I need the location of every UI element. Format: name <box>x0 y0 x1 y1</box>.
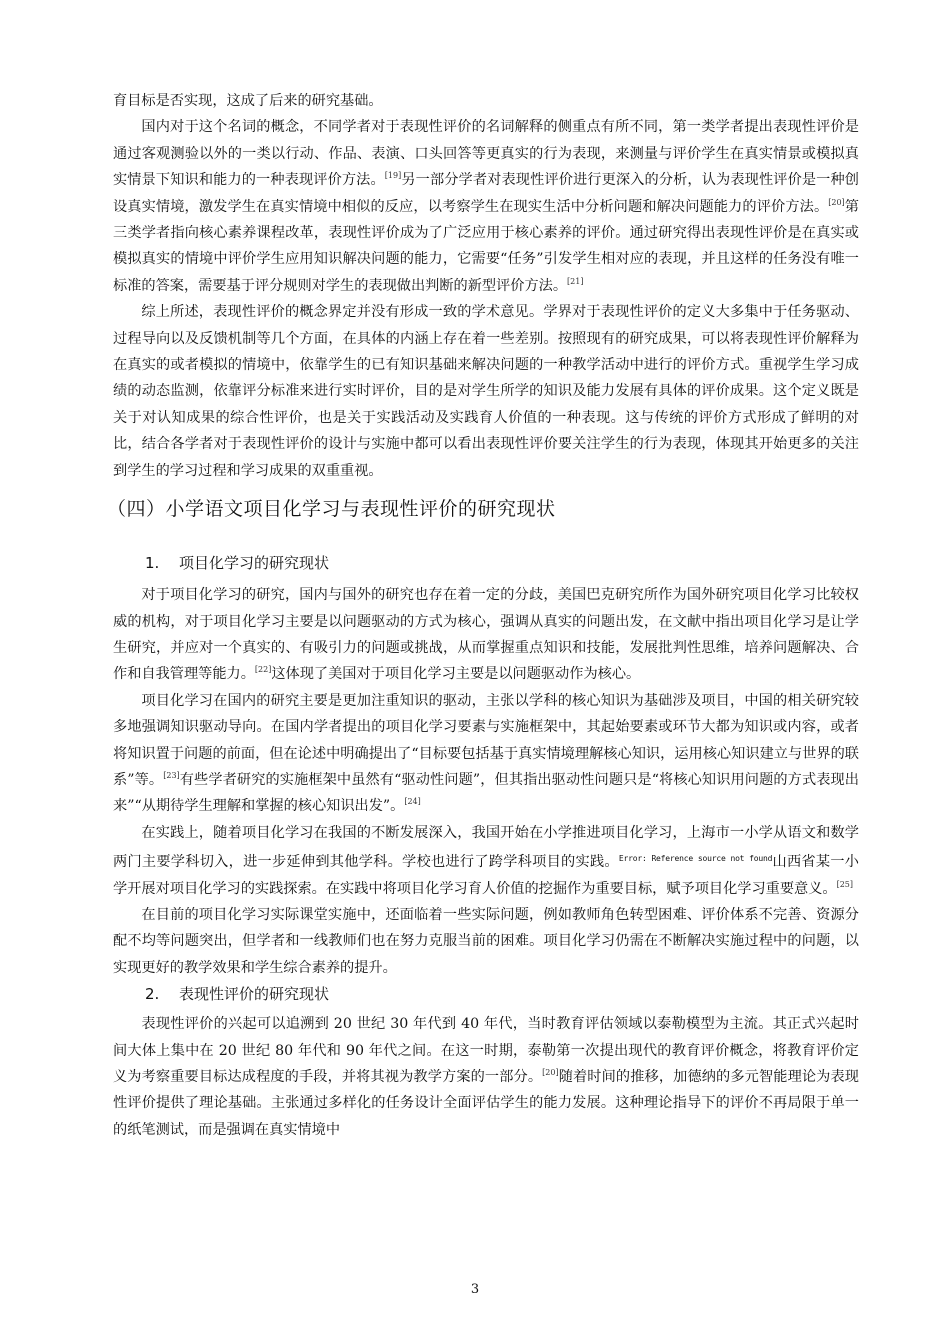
page-number: 3 <box>470 1282 480 1297</box>
subsection-number: 1. <box>145 554 160 573</box>
paragraph-text: 国内对于这个名词的概念，不同学者对于表现性评价的名词解释的侧重点有所不同，第一类学者提出表现性评价是通过客观测验以外的一类以行动、作品、表演、口头回答等更真实的行为表现，来测量与评价学生在真实情景或模拟真实情景下知识和能力的一种表现评价方法。 <box>113 119 859 189</box>
paragraph <box>113 1011 859 1143</box>
subsection-heading <box>145 981 859 1007</box>
paragraph <box>113 114 859 299</box>
paragraph <box>113 299 859 484</box>
paragraph-text: 山西省某一小学开展对项目化学习的实践探索。在实践中将项目化学习育人价值的挖掘作为重要目标，赋予项目化学习重要意义。 <box>113 854 859 897</box>
citation-ref[interactable]: [20] <box>542 1068 559 1077</box>
citation-ref[interactable]: [22] <box>254 665 272 675</box>
paragraph-text: 对于项目化学习的研究，国内与国外的研究也存在着一定的分歧，美国巴克研究所作为国外研究项目化学习比较权威的机构，对于项目化学习主要是以问题驱动的方式为核心，强调从真实的问题出发，在文献中指出项目化学习是让学生研究，并应对一个真实的、有吸引力的问题或挑战，从而掌握重点知识和技能，发展批判性思维，培养问题解决、合作和自我管理等能力。 <box>113 587 859 683</box>
section-heading: （四）小学语文项目化学习与表现性评价的研究现状 <box>107 498 556 521</box>
paragraph-text: 在实践上，随着项目化学习在我国的不断发展深入，我国开始在小学推进项目化学习，上海市一小学从语文和数学两门主要学科切入，进一步延伸到其他学科。学校也进行了跨学科项目的实践。 <box>113 824 859 871</box>
citation-ref[interactable]: [25] <box>836 879 853 889</box>
citation-ref[interactable]: [19] <box>384 171 402 181</box>
document-body <box>107 88 859 1143</box>
citation-ref[interactable]: [23] <box>163 770 180 780</box>
paragraph-text: 表现性评价的兴起可以追溯到 20 世纪 30 年代到 40 年代，当时教育评估领域以泰勒模型为主流。其正式兴起时间大体上集中在 20 世纪 80 年代和 90 年代之间。在这一时期，泰勒第一次提出现代的教育评价概念，将教育评价定义为考察重要目标达成程度的手段，并将其视为教学方案的一部分。 <box>113 1016 859 1085</box>
paragraph <box>113 582 859 688</box>
reference-error-text: Error: Reference source not found <box>618 854 773 864</box>
paragraph-text: 在目前的项目化学习实际课堂实施中，还面临着一些实际问题，例如教师角色转型困难、评价体系不完善、资源分配不均等问题突出，但学者和一线教师们也在努力克服当前的困难。项目化学习仍需在不断解决实施过程中的问题，以实现更好的教学效果和学生综合素养的提升。 <box>113 906 859 976</box>
paragraph <box>113 688 859 820</box>
citation-ref[interactable]: [20] <box>828 197 845 207</box>
citation-ref[interactable]: [24] <box>404 797 421 807</box>
subsection-number: 2. <box>145 985 160 1004</box>
paragraph-text: 项目化学习在国内的研究主要是更加注重知识的驱动，主张以学科的核心知识为基础涉及项目，中国的相关研究较多地强调知识驱动导向。在国内学者提出的项目化学习要素与实施框架中，其起始要素或环节大都为知识或内容，或者将知识置于问题的前面，但在论述中明确提出了“目标要包括基于真实情境理解核心知识，运用核心知识建立与世界的联系”等。 <box>113 692 859 788</box>
subsection-heading <box>145 550 859 576</box>
paragraph-text: 综上所述，表现性评价的概念界定并没有形成一致的学术意见。学界对于表现性评价的定义大多集中于任务驱动、过程导向以及反馈机制等几个方面，在具体的内涵上存在着一些差别。按照现有的研究成果，可以将表现性评价解释为在真实的或者模拟的情境中，依靠学生的已有知识基础来解决问题的一种教学活动中进行的评价方式。重视学生学习成绩的动态监测，依靠评分标准来进行实时评价，目的是对学生所学的知识及能力发展有具体的评价成果。这个定义既是关于对认知成果的综合性评价，也是关于实践活动及实践育人价值的一种表现。这与传统的评价方式形成了鲜明的对比，结合各学者对于表现性评价的设计与实施中都可以看出表现性评价要关注学生的行为表现，体现其开始更多的关注到学生的学习过程和学习成果的双重重视。 <box>113 304 859 479</box>
paragraph-text: 这体现了美国对于项目化学习主要是以问题驱动作为核心。 <box>271 666 641 683</box>
paragraph-text: 另一部分学者对表现性评价进行更深入的分析，认为表现性评价是一种创设真实情境，激发学生在真实情境中相似的反应，以考察学生在现实生活中分析问题和解决问题能力的评价方法。 <box>113 172 859 215</box>
paragraph <box>113 820 859 902</box>
paragraph-text: 随着时间的推移，加德纳的多元智能理论为表现性评价提供了理论基础。主张通过多样化的任务设计全面评估学生的能力发展。这种理论指导下的评价不再局限于单一的纸笔测试，而是强调在真实情境中 <box>113 1069 859 1138</box>
subsection-title: 项目化学习的研究现状 <box>179 554 330 573</box>
paragraph-text: 有些学者研究的实施框架中虽然有“驱动性问题”，但其指出驱动性问题只是“将核心知识用问题的方式表现出来”“从期待学生理解和掌握的核心知识出发”。 <box>113 771 859 815</box>
subsection-title: 表现性评价的研究现状 <box>179 985 330 1004</box>
paragraph <box>113 88 859 114</box>
citation-ref[interactable]: [21] <box>567 276 584 286</box>
paragraph-text: 育目标是否实现，这成了后来的研究基础。 <box>113 93 383 109</box>
paragraph-text: 第三类学者指向核心素养课程改革，表现性评价成为了广泛应用于核心素养的评价。通过研究得出表现性评价是在真实或模拟真实的情境中评价学生应用知识解决问题的能力，它需要“任务”引发学生相对应的表现，并且这样的任务没有唯一标准的答案，需要基于评分规则对学生的表现做出判断的新型评价方法。 <box>113 198 859 294</box>
paragraph <box>113 902 859 981</box>
